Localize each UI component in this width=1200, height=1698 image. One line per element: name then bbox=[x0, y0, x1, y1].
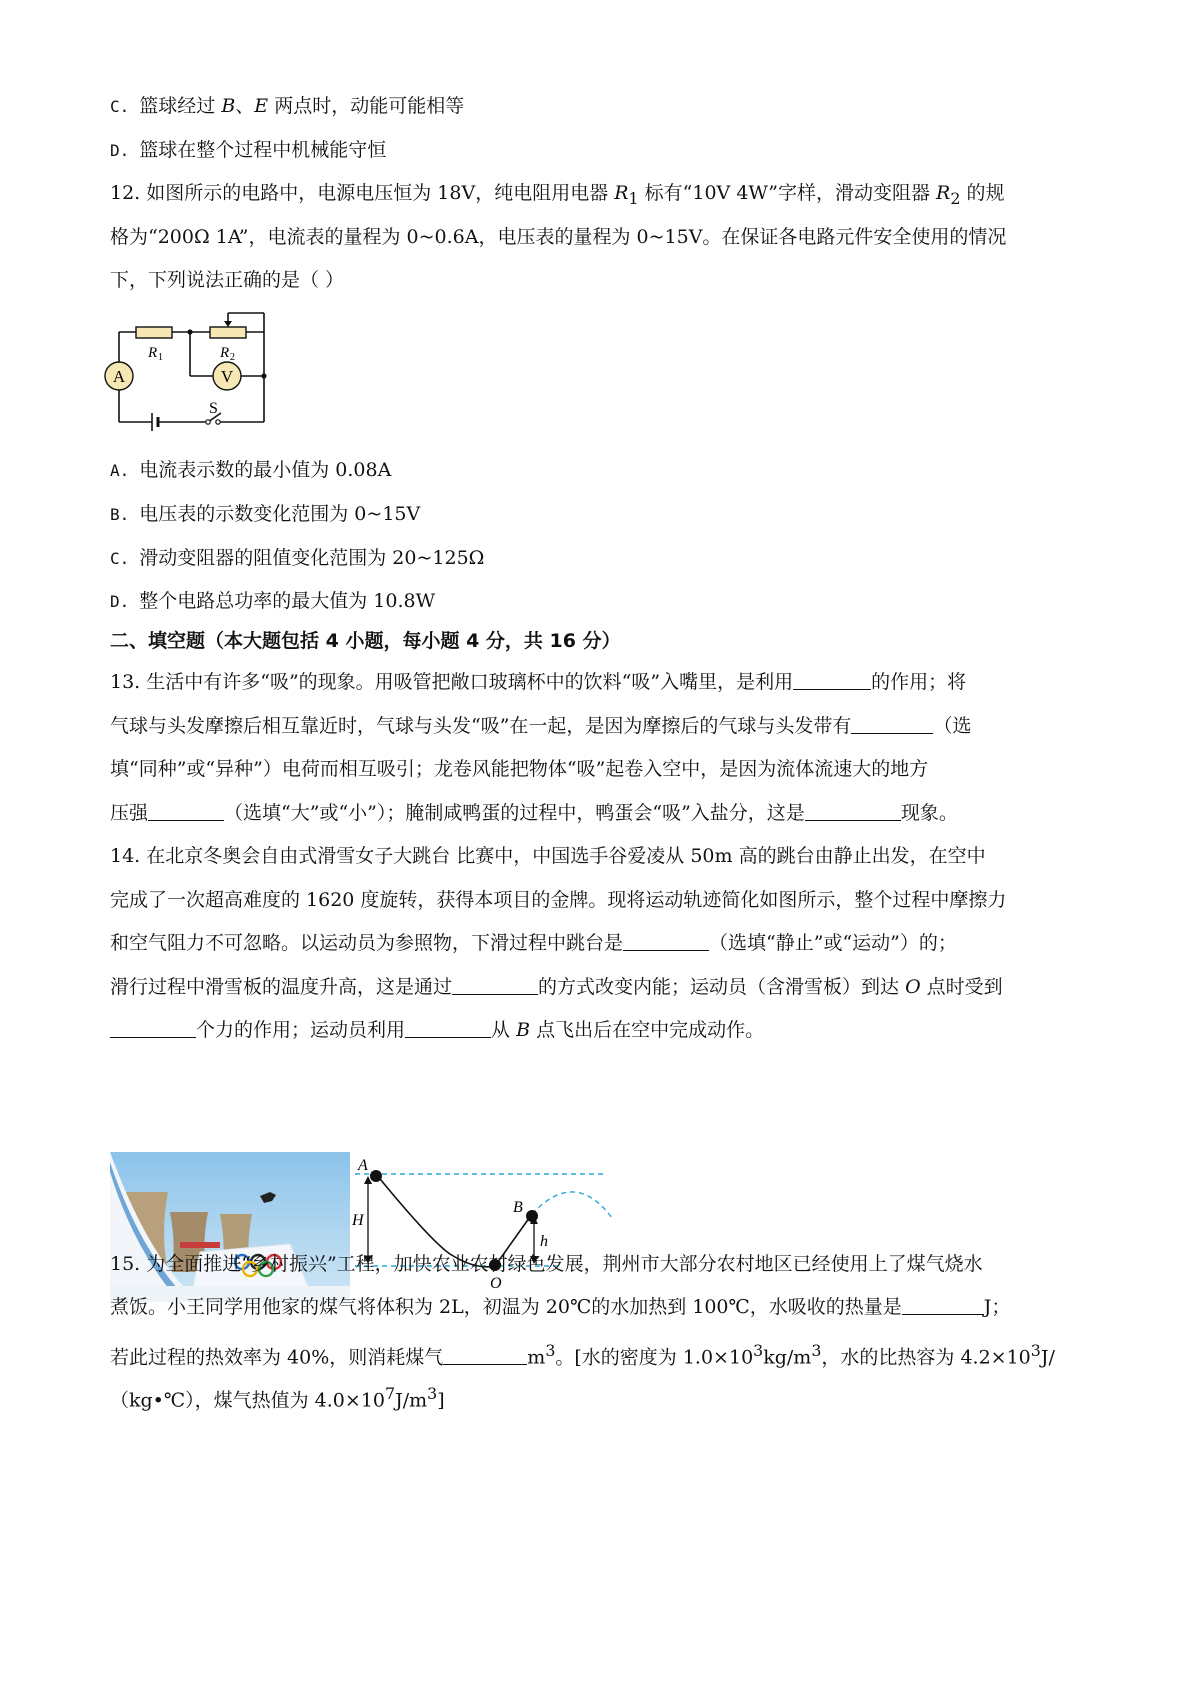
stem-text: 现象。 bbox=[900, 802, 958, 824]
superscript: 7 bbox=[385, 1384, 396, 1403]
label-big-h: H bbox=[352, 1212, 364, 1229]
answer-blank[interactable] bbox=[793, 671, 871, 690]
stem-text: J； bbox=[983, 1296, 1011, 1318]
r2-label: R bbox=[220, 345, 230, 361]
answer-blank[interactable] bbox=[851, 715, 933, 734]
answer-blank[interactable] bbox=[805, 802, 901, 821]
q14-line2: 完成了一次超高难度的 1620 度旋转，获得本项目的金牌。现将运动轨迹简化如图所示，整个过程中摩擦力 bbox=[110, 889, 1007, 911]
stem-text: 压强 bbox=[110, 802, 149, 824]
ammeter-label: A bbox=[112, 367, 126, 386]
r1-subscript: 1 bbox=[628, 188, 639, 208]
option-text: 篮球经过 bbox=[139, 95, 222, 117]
stem-text: 的作用；将 bbox=[871, 671, 967, 693]
stem-text: 煮饭。小王同学用他家的煤气将体积为 2L，初温为 20℃的水加热到 100℃，水吸收的热量是 bbox=[110, 1296, 902, 1318]
stem-text: 。[水的密度为 1.0×10 bbox=[555, 1346, 754, 1369]
stem-text: ] bbox=[437, 1389, 445, 1412]
q14-line5 bbox=[110, 1018, 1100, 1042]
q15-line4 bbox=[110, 1382, 1100, 1412]
label-small-h: h bbox=[540, 1233, 548, 1250]
stem-text: 13. 生活中有许多“吸”的现象。用吸管把敞口玻璃杯中的饮料“吸”入嘴里，是利用 bbox=[110, 671, 794, 693]
q12-option-b bbox=[110, 502, 1100, 527]
point-b-label: B bbox=[516, 1019, 531, 1041]
stem-text: 若此过程的热效率为 40%，则消耗煤气 bbox=[110, 1346, 444, 1369]
separator: 、 bbox=[235, 95, 255, 117]
q15-line3 bbox=[110, 1339, 1100, 1369]
answer-blank[interactable] bbox=[443, 1346, 527, 1365]
q11-option-d bbox=[110, 138, 1100, 163]
q14-line3 bbox=[110, 931, 1100, 955]
stem-text: kg/m bbox=[763, 1346, 812, 1369]
stem-text: （kg•℃），煤气热值为 4.0×10 bbox=[110, 1389, 385, 1412]
point-e-label: E bbox=[254, 95, 269, 117]
option-letter: A. bbox=[110, 461, 130, 480]
stem-text: 从 bbox=[491, 1019, 517, 1041]
option-letter: B. bbox=[110, 505, 130, 524]
q15-line2 bbox=[110, 1295, 1100, 1319]
stem-text: 个力的作用；运动员利用 bbox=[196, 1019, 406, 1041]
section-heading: 二、填空题（本大题包括 4 小题，每小题 4 分，共 16 分） bbox=[110, 630, 621, 652]
stem-text: （选填“大”或“小”）；腌制咸鸭蛋的过程中，鸭蛋会“吸”入盐分，这是 bbox=[224, 802, 805, 824]
answer-blank[interactable] bbox=[405, 1019, 491, 1038]
r1-resistor bbox=[136, 327, 172, 338]
point-o-label: O bbox=[905, 976, 921, 998]
superscript: 3 bbox=[545, 1341, 556, 1360]
superscript: 3 bbox=[811, 1341, 822, 1360]
answer-blank[interactable] bbox=[452, 976, 538, 995]
r1-label-subscript: 1 bbox=[158, 352, 163, 363]
q13-line2 bbox=[110, 714, 1100, 738]
stem-text: ，水的比热容为 4.2×10 bbox=[821, 1346, 1031, 1369]
r2-symbol: R bbox=[936, 182, 951, 204]
option-text: 电压表的示数变化范围为 0~15V bbox=[139, 503, 421, 525]
stem-text: 气球与头发摩擦后相互靠近时，气球与头发“吸”在一起，是因为摩擦后的气球与头发带有 bbox=[110, 715, 852, 737]
q12-option-a bbox=[110, 458, 1100, 483]
stem-text: 点飞出后在空中完成动作。 bbox=[530, 1019, 765, 1041]
option-letter: C. bbox=[110, 549, 130, 568]
answer-blank[interactable] bbox=[902, 1296, 984, 1315]
label-b: B bbox=[513, 1199, 523, 1216]
stem-text: 的方式改变内能；运动员（含滑雪板）到达 bbox=[538, 976, 906, 998]
answer-blank[interactable] bbox=[110, 1019, 196, 1038]
stem-text: J/ bbox=[1040, 1346, 1055, 1369]
r2-resistor bbox=[210, 327, 246, 338]
q14-line4 bbox=[110, 975, 1100, 999]
stem-text: 滑行过程中滑雪板的温度升高，这是通过 bbox=[110, 976, 453, 998]
option-text: 整个电路总功率的最大值为 10.8W bbox=[139, 590, 436, 612]
stem-text: J/m bbox=[395, 1389, 428, 1412]
option-text: 篮球在整个过程中机械能守恒 bbox=[139, 139, 387, 161]
option-text: 两点时，动能可能相等 bbox=[268, 95, 465, 117]
answer-blank[interactable] bbox=[623, 932, 709, 951]
q12-stem-line3: 下，下列说法正确的是（ ） bbox=[110, 269, 345, 291]
stem-text: 12. 如图所示的电路中，电源电压恒为 18V，纯电阻用电器 bbox=[110, 182, 615, 204]
stem-text: （选 bbox=[933, 715, 972, 737]
point-a-marker bbox=[370, 1170, 382, 1182]
q15-line1: 15. 为全面推进“乡村振兴”工程，加快农业农村绿色发展，荆州市大部分农村地区已经使用上了煤气烧水 bbox=[110, 1253, 983, 1275]
unit-text: m bbox=[527, 1346, 546, 1369]
q13-line4 bbox=[110, 801, 1100, 825]
stem-text: 和空气阻力不可忽略。以运动员为参照物，下滑过程中跳台是 bbox=[110, 932, 624, 954]
stem-text: 的规 bbox=[960, 182, 1005, 204]
r2-subscript: 2 bbox=[950, 188, 961, 208]
r2-label-subscript: 2 bbox=[230, 352, 235, 363]
q12-stem-line1 bbox=[110, 181, 1100, 211]
q11-option-c bbox=[110, 94, 1100, 119]
superscript: 3 bbox=[1030, 1341, 1041, 1360]
label-a: A bbox=[358, 1157, 368, 1174]
stem-text: （选填“静止”或“运动”）的； bbox=[709, 932, 957, 954]
q12-stem-line2: 格为“200Ω 1A”，电流表的量程为 0~0.6A，电压表的量程为 0~15V。在保证各电路元件安全使用的情况 bbox=[110, 226, 1007, 248]
r1-symbol: R bbox=[614, 182, 629, 204]
option-letter: D. bbox=[110, 141, 130, 160]
superscript: 3 bbox=[753, 1341, 764, 1360]
option-letter: C. bbox=[110, 97, 130, 116]
option-text: 电流表示数的最小值为 0.08A bbox=[139, 459, 392, 481]
superscript: 3 bbox=[427, 1384, 438, 1403]
q12-option-c bbox=[110, 546, 1100, 571]
stem-text: 标有“10V 4W”字样，滑动变阻器 bbox=[638, 182, 937, 204]
option-letter: D. bbox=[110, 592, 130, 611]
q13-line3: 填“同种”或“异种”）电荷而相互吸引；龙卷风能把物体“吸”起卷入空中，是因为流体流速大的地方 bbox=[110, 758, 929, 780]
point-b-marker bbox=[526, 1210, 538, 1222]
q13-line1 bbox=[110, 670, 1100, 694]
q12-option-d bbox=[110, 589, 1100, 614]
circuit-diagram bbox=[100, 305, 300, 445]
answer-blank[interactable] bbox=[148, 802, 224, 821]
option-text: 滑动变阻器的阻值变化范围为 20~125Ω bbox=[139, 547, 485, 569]
stem-text: 点时受到 bbox=[920, 976, 1003, 998]
ski-jump-photo bbox=[110, 1152, 350, 1302]
switch-label: S bbox=[209, 400, 218, 417]
q14-line1: 14. 在北京冬奥会自由式滑雪女子大跳台 比赛中，中国选手谷爱凌从 50m 高的跳台由静止出发，在空中 bbox=[110, 845, 986, 867]
r1-label: R bbox=[148, 345, 158, 361]
label-o: O bbox=[490, 1275, 502, 1290]
voltmeter-label: V bbox=[220, 367, 234, 386]
point-b-label: B bbox=[221, 95, 236, 117]
